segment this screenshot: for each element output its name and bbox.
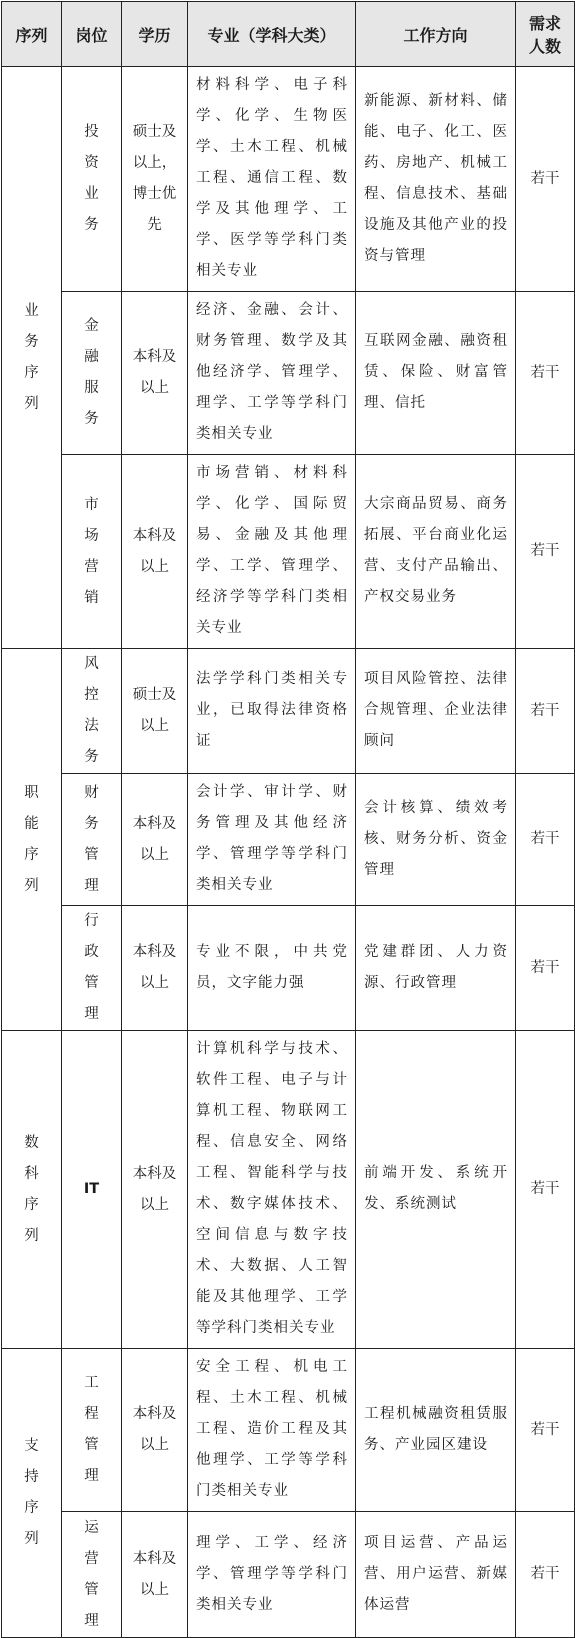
- education-cell: 本科及以上: [122, 906, 188, 1031]
- education-cell: 硕士及以上，博士优先: [122, 67, 188, 292]
- major-cell: 理学、工学、经济学、管理学等学科门类相关专业: [188, 1512, 356, 1638]
- table-row: [2, 67, 575, 292]
- header-major: 专业（学科大类）: [188, 2, 356, 67]
- major-cell: 经济、金融、会计、财务管理、数学及其他经济学、管理学、理学、工学等学科门类相关专业: [188, 292, 356, 455]
- headcount-cell: 若干: [516, 774, 575, 906]
- position-cell: IT: [62, 1031, 122, 1349]
- education-cell: 本科及以上: [122, 774, 188, 906]
- group-label: 职能序列: [24, 784, 39, 894]
- position-cell: 运营管理: [62, 1512, 122, 1638]
- position-cell: 风控法务: [62, 649, 122, 774]
- header-education: 学历: [122, 2, 188, 67]
- major-cell: 安全工程、机电工程、土木工程、机械工程、造价工程及其他理学、工学等学科门类相关专业: [188, 1349, 356, 1512]
- header-headcount-line2: 人数: [528, 37, 561, 56]
- group-label: 支持序列: [24, 1438, 39, 1547]
- education-cell: 本科及以上: [122, 455, 188, 649]
- header-row: [2, 2, 575, 67]
- header-direction: 工作方向: [356, 2, 516, 67]
- group-label: 数科序列: [24, 1134, 39, 1244]
- headcount-cell: 若干: [516, 292, 575, 455]
- headcount-cell: 若干: [516, 1512, 575, 1638]
- position-cell: 投资业务: [62, 67, 122, 292]
- table-row: [2, 1512, 575, 1638]
- education-cell: 本科及以上: [122, 1031, 188, 1349]
- direction-cell: 工程机械融资租赁服务、产业园区建设: [356, 1349, 516, 1512]
- direction-cell: 大宗商品贸易、商务拓展、平台商业化运营、支付产品输出、产权交易业务: [356, 455, 516, 649]
- header-seq: 序列: [2, 2, 62, 67]
- headcount-cell: 若干: [516, 67, 575, 292]
- headcount-cell: 若干: [516, 906, 575, 1031]
- header-position: 岗位: [62, 2, 122, 67]
- group-cell-support: [2, 1349, 62, 1638]
- table-row: [2, 455, 575, 649]
- direction-cell: 前端开发、系统开发、系统测试: [356, 1031, 516, 1349]
- group-label: 业务序列: [24, 302, 39, 412]
- header-headcount-line1: 需求: [528, 14, 561, 33]
- table-row: [2, 1349, 575, 1512]
- direction-cell: 新能源、新材料、储能、电子、化工、医药、房地产、机械工程、信息技术、基础设施及其他产业的投资与管理: [356, 67, 516, 292]
- recruitment-table: [1, 1, 575, 1638]
- table-row: [2, 1031, 575, 1349]
- headcount-cell: 若干: [516, 455, 575, 649]
- major-cell: 计算机科学与技术、软件工程、电子与计算机工程、物联网工程、信息安全、网络工程、智能科学与技术、数字媒体技术、空间信息与数字技术、大数据、人工智能及其他理学、工学等学科门类相关专业: [188, 1031, 356, 1349]
- position-cell: 工程管理: [62, 1349, 122, 1512]
- direction-cell: 会计核算、绩效考核、财务分析、资金管理: [356, 774, 516, 906]
- headcount-cell: 若干: [516, 1031, 575, 1349]
- education-cell: 本科及以上: [122, 292, 188, 455]
- group-cell-digital: [2, 1031, 62, 1349]
- headcount-cell: 若干: [516, 1349, 575, 1512]
- position-cell: 行政管理: [62, 906, 122, 1031]
- major-cell: 材料科学、电子科学、化学、生物医学、土木工程、机械工程、通信工程、数学及其他理学、工学、医学等学科门类相关专业: [188, 67, 356, 292]
- headcount-cell: 若干: [516, 649, 575, 774]
- table-row: [2, 292, 575, 455]
- position-cell: 金融服务: [62, 292, 122, 455]
- education-cell: 本科及以上: [122, 1349, 188, 1512]
- major-cell: 法学学科门类相关专业，已取得法律资格证: [188, 649, 356, 774]
- major-cell: 会计学、审计学、财务管理及其他经济学、管理学等学科门类相关专业: [188, 774, 356, 906]
- table-row: [2, 649, 575, 774]
- major-cell: 专业不限，中共党员，文字能力强: [188, 906, 356, 1031]
- group-cell-business: [2, 67, 62, 649]
- direction-cell: 互联网金融、融资租赁、保险、财富管理、信托: [356, 292, 516, 455]
- education-cell: 硕士及以上: [122, 649, 188, 774]
- education-cell: 本科及以上: [122, 1512, 188, 1638]
- group-cell-function: [2, 649, 62, 1031]
- header-headcount: [516, 2, 575, 67]
- table-row: [2, 906, 575, 1031]
- table-row: [2, 774, 575, 906]
- direction-cell: 党建群团、人力资源、行政管理: [356, 906, 516, 1031]
- direction-cell: 项目风险管控、法律合规管理、企业法律顾问: [356, 649, 516, 774]
- position-cell: 市场营销: [62, 455, 122, 649]
- position-cell: 财务管理: [62, 774, 122, 906]
- major-cell: 市场营销、材料科学、化学、国际贸易、金融及其他理学、工学、管理学、经济学等学科门类相关专业: [188, 455, 356, 649]
- direction-cell: 项目运营、产品运营、用户运营、新媒体运营: [356, 1512, 516, 1638]
